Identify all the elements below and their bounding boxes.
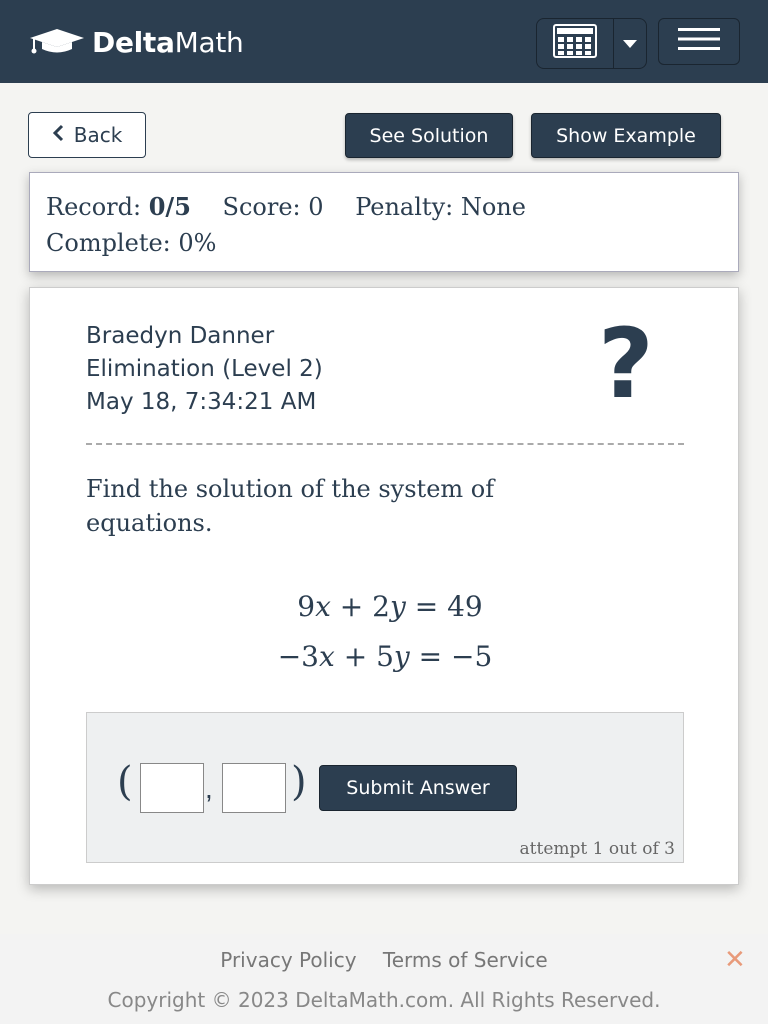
hamburger-menu-button[interactable] (658, 18, 740, 65)
penalty-stat: Penalty: None (355, 193, 526, 221)
equation-1: 9x + 2y = 49 (297, 590, 483, 623)
equation-2: −3x + 5y = −5 (277, 640, 493, 673)
calculator-icon (553, 24, 597, 63)
calculator-caret-button[interactable] (614, 19, 646, 68)
submit-answer-button[interactable]: Submit Answer (319, 765, 517, 811)
chevron-left-icon (52, 123, 64, 147)
footer-links (0, 948, 768, 972)
brand-name: DeltaMath (92, 25, 244, 59)
comma: , (205, 773, 213, 804)
see-solution-button[interactable]: See Solution (345, 113, 513, 158)
y-answer-input[interactable] (222, 763, 286, 813)
calculator-dropdown (536, 18, 647, 69)
calculator-button[interactable] (537, 19, 614, 68)
answer-area (86, 712, 684, 863)
problem-card (29, 287, 739, 885)
close-icon[interactable]: ✕ (724, 944, 746, 974)
open-paren: ( (117, 759, 133, 805)
divider (86, 443, 684, 445)
terms-of-service-link[interactable]: Terms of Service (382, 948, 548, 972)
student-name: Braedyn Danner (86, 323, 275, 349)
close-paren: ) (291, 759, 307, 805)
x-answer-input[interactable] (140, 763, 204, 813)
back-label: Back (73, 123, 123, 147)
show-example-button[interactable]: Show Example (531, 113, 721, 158)
question-mark-icon: ? (598, 308, 654, 420)
record-stat: Record: 0/5 (46, 192, 191, 221)
problem-meta (86, 320, 323, 419)
problem-prompt: Find the solution of the system of equations. (86, 475, 495, 537)
brand-logo[interactable] (28, 22, 243, 62)
graduation-cap-icon (28, 25, 86, 60)
copyright-text: Copyright © 2023 DeltaMath.com. All Rights Reserved. (107, 988, 661, 1012)
back-button[interactable] (28, 112, 146, 158)
problem-timestamp: May 18, 7:34:21 AM (86, 389, 317, 415)
hamburger-menu-icon (678, 27, 720, 56)
footer (0, 934, 768, 1024)
complete-stat: Complete: 0% (46, 229, 217, 257)
record-panel (29, 172, 739, 272)
problem-topic: Elimination (Level 2) (86, 356, 323, 382)
attempt-counter: attempt 1 out of 3 (519, 839, 675, 859)
caret-down-icon (623, 35, 637, 53)
privacy-policy-link[interactable]: Privacy Policy (220, 948, 357, 972)
score-stat: Score: 0 (222, 193, 324, 221)
top-navbar (0, 0, 768, 83)
